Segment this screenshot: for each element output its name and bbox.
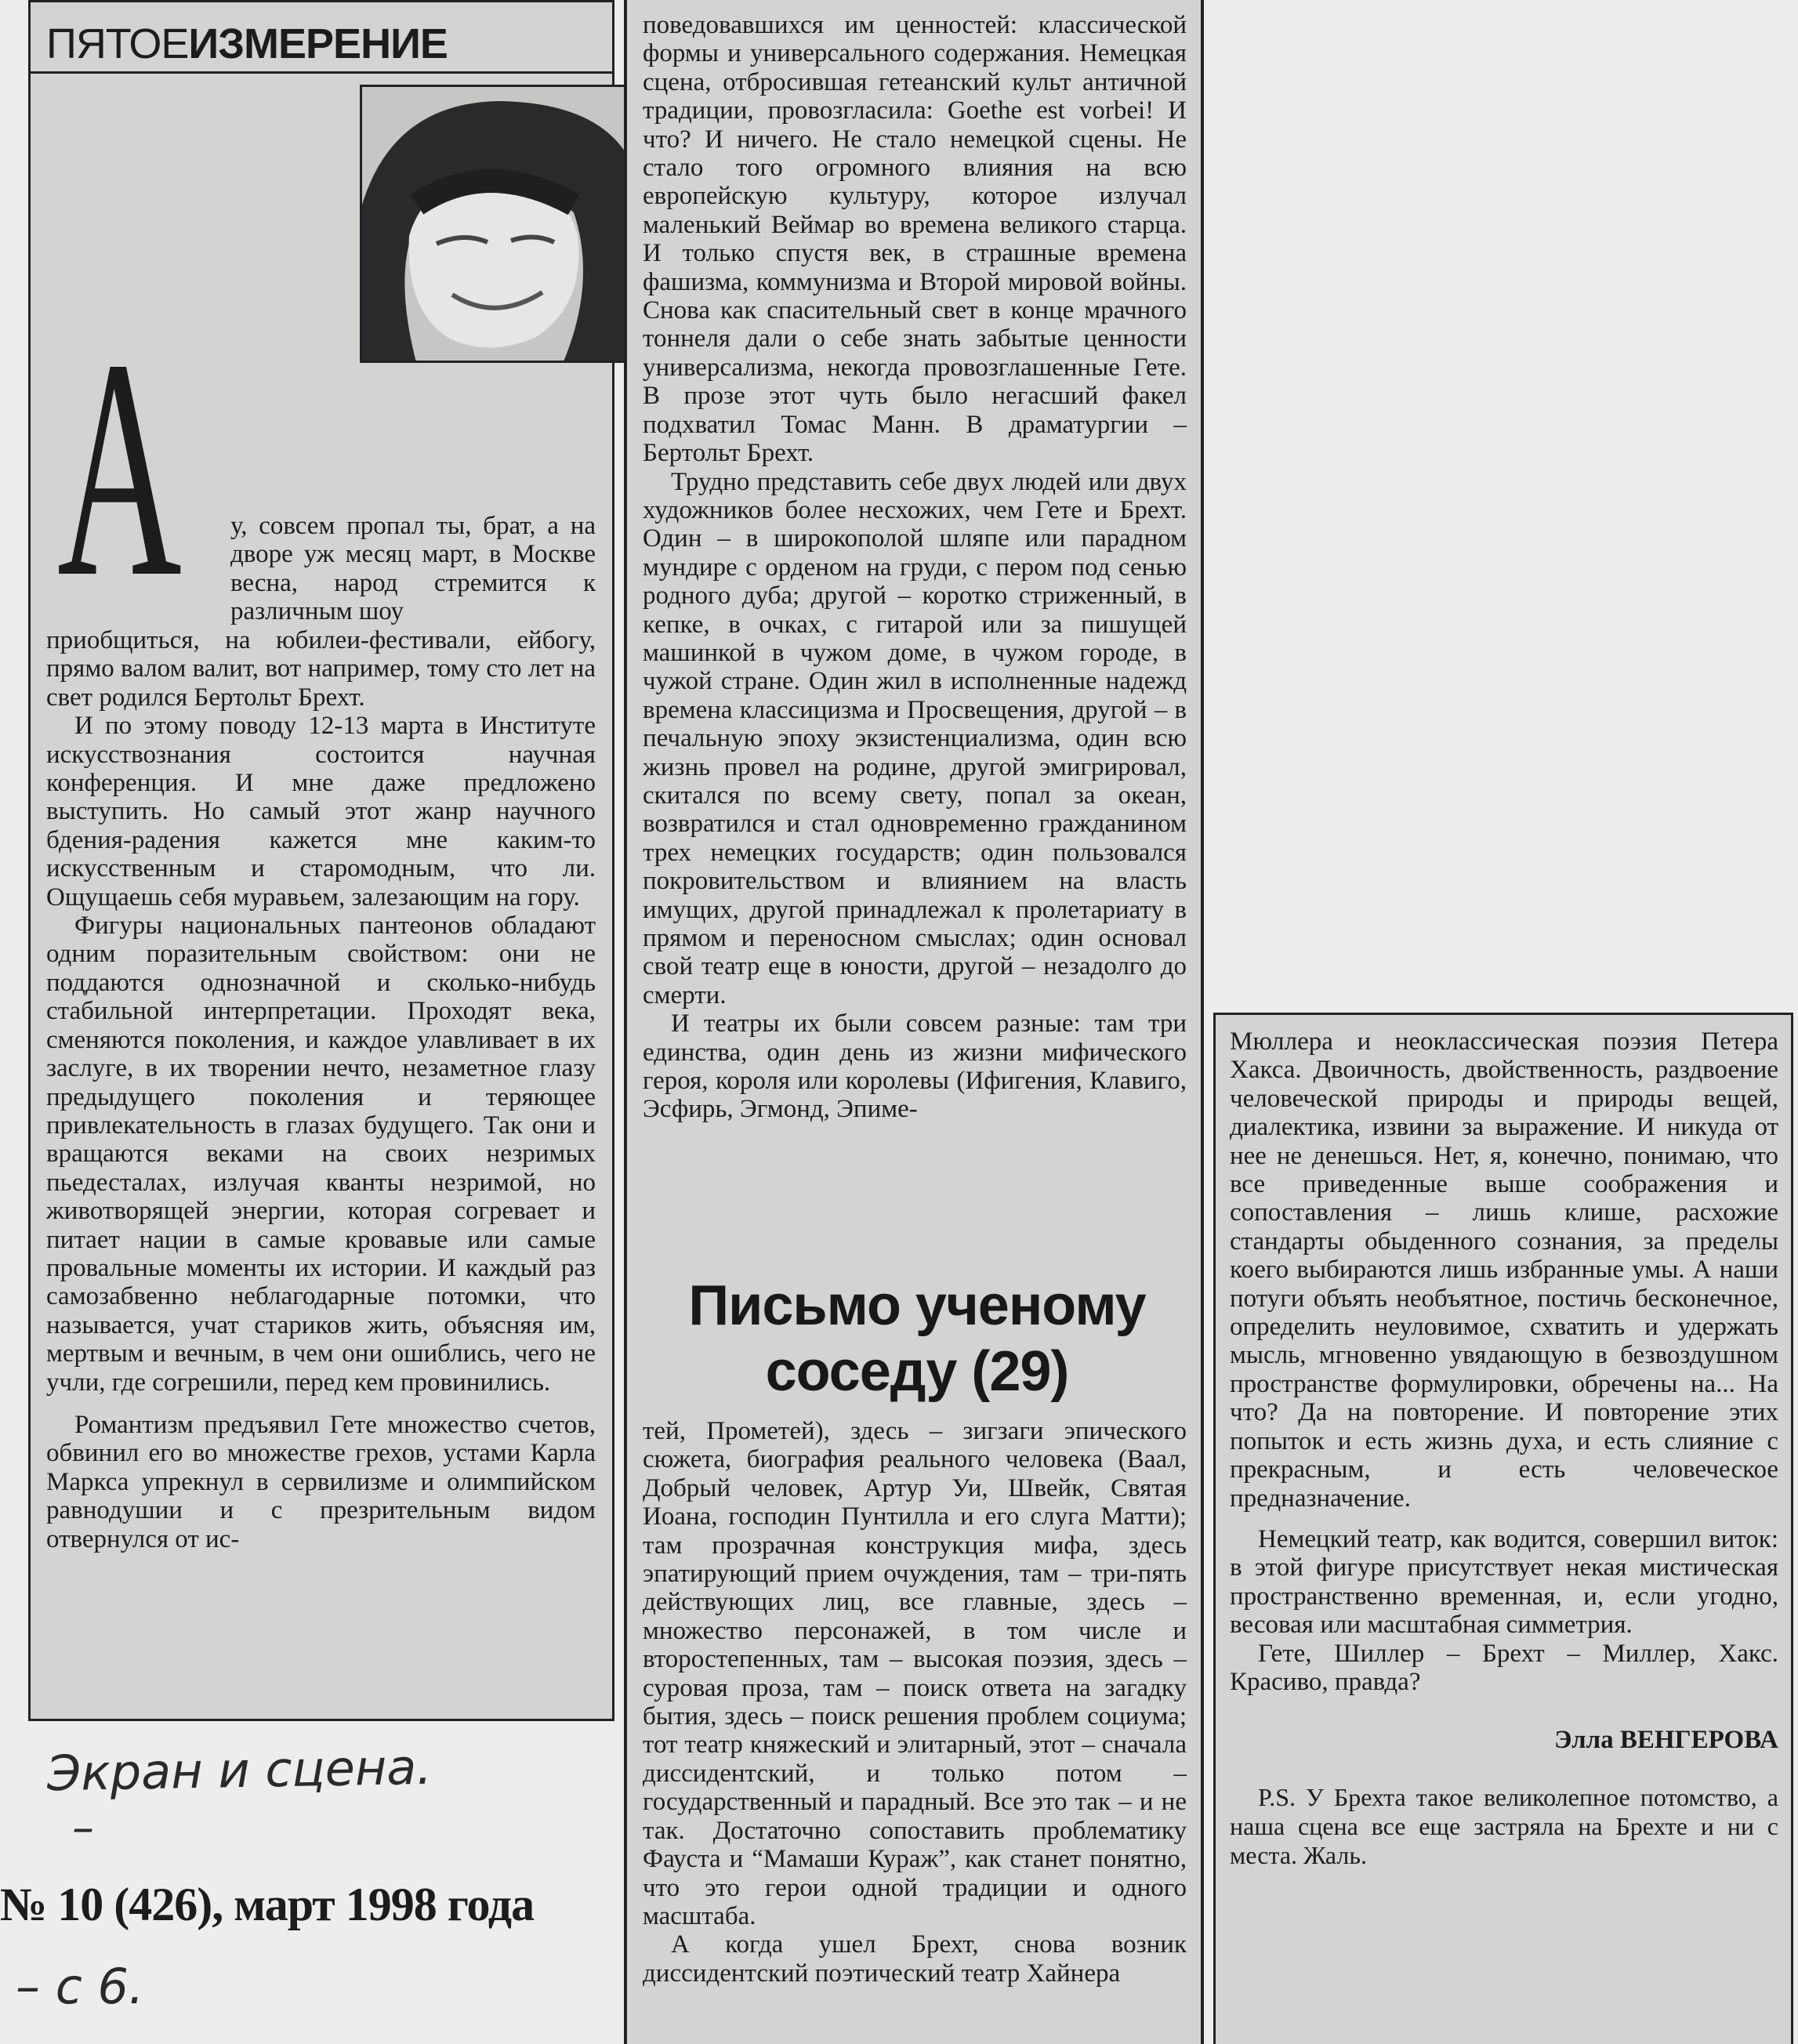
column-2-text-bottom — [643, 1417, 1187, 1988]
handwritten-source-note: Экран и сцена. — [46, 1738, 433, 1803]
lead-paragraph-part-2: приобщиться, на юбилеи-фестивали, ейбогу, прямо валом валит, вот например, тому сто лет на свет родился Бертольт Брехт. — [46, 626, 596, 712]
rubric-rule — [31, 71, 612, 74]
rubric-word-1: ПЯТОЕ — [46, 20, 189, 67]
paragraph: И по этому поводу 12-13 марта в Институте искусствознания состоится научная конференция. И мне даже предложено выступить. Но самый этот жанр научного бдения-радения кажется мне каким-то искусственным и старомодным, что ли. Ощущаешь себя муравьем, залезающим на гору. — [46, 712, 596, 911]
paragraph: Немецкий театр, как водится, совершил виток: в этой фигуре присутствует некая мистическая пространственно временная, и, если угодно, весовая или масштабная симметрия. — [1230, 1524, 1778, 1640]
article-column-2 — [624, 0, 1204, 2044]
rubric-title — [46, 20, 448, 68]
article-column-3 — [1213, 1013, 1793, 2044]
column-2-text-top — [643, 11, 1187, 1124]
paragraph: Гете, Шиллер – Брехт – Миллер, Хакс. Красиво, правда? — [1230, 1639, 1778, 1696]
column-3-text — [1230, 1027, 1778, 1870]
author-photo — [360, 85, 626, 363]
paragraph: А когда ушел Брехт, снова возник диссидентский поэтический театр Хайнера — [643, 1930, 1187, 1988]
handwritten-page-note: – с 6. — [16, 1958, 144, 2015]
paragraph: Романтизм предъявил Гете множество счетов, обвинил его во множестве грехов, устами Карла Маркса упрекнул в сервилизме и олимпийском равнодушии и с презрительным видом отвернулся от ис- — [46, 1410, 596, 1553]
paragraph: И театры их были совсем разные: там три единства, один день из жизни мифического героя, короля или королевы (Ифигения, Клавиго, Эсфирь, Эгмонд, Эпиме- — [643, 1009, 1187, 1124]
author-portrait-image — [362, 87, 626, 363]
drop-cap: А — [57, 295, 182, 642]
issue-number: № 10 (426), март 1998 года — [0, 1879, 535, 1930]
handwritten-dash: – — [72, 1803, 94, 1854]
rubric-word-2: ИЗМЕРЕНИЕ — [188, 20, 448, 67]
column-1-lead — [230, 512, 596, 626]
article-column-1 — [28, 0, 614, 1721]
author-signature: Элла ВЕНГЕРОВА — [1554, 1726, 1778, 1755]
paragraph: поведовавшихся им ценностей: классической формы и универсального содержания. Немецкая сцена, отбросившая гетеанский культ античной традиции, провозгласила: Goethe est vorbei! И что? И ничего. Не стало немецкой сцены. Не стало того огромного влияния на всю европейскую культуру, которое излучал маленький Веймар во времена великого старца. И только спустя век, в страшные времена фашизма, коммунизма и Второй мировой войны. Снова как спасительный свет в конце мрачного тоннеля дали о себе знать забытые ценности универсализма, некогда провозглашенные Гете. В прозе этот чуть было негасший факел подхватил Томас Манн. В драматургии – Бертольт Брехт. — [643, 11, 1187, 468]
article-headline: Письмо ученому соседу (29) — [688, 1274, 1146, 1403]
paragraph: Мюллера и неоклассическая поэзия Петера Хакса. Двоичность, двойственность, раздвоение человеческой природы и природы вещей, диалектика, извини за выражение. И никуда от нее не денешься. Нет, я, конечно, понимаю, что все приведенные выше соображения и сопоставления – лишь клише, расхожие стандарты обыденного сознания, за пределы коего выбираются лишь избранные умы. А наши потуги объять необъятное, постичь бесконечное, определить неуловимое, схватить и удержать мысль, мгновенно увядающую в безвоздушном пространстве формулировки, обречены на... На что? Да на повторение. И повторение этих попыток и есть жизнь духа, и есть слияние с прекрасным, и есть человеческое предназначение. — [1230, 1027, 1778, 1513]
lead-paragraph-part-1: у, совсем пропал ты, брат, а на дворе уж месяц март, в Москве весна, народ стремится к различным шоу — [230, 512, 596, 626]
paragraph: Трудно представить себе двух людей или двух художников более несхожих, чем Гете и Брехт. Один – в широкополой шляпе или парадном мундире с орденом на груди, с пером под сенью родного дуба; другой – коротко стриженный, в кепке, в очках, с гитарой или за пишущей машинкой в чужом доме, в чужом городе, в чужой стране. Один жил в исполненные надежд времена классицизма и Просвещения, другой – в печальную эпоху экзистенциализма, один всю жизнь провел на родине, другой эмигрировал, скитался по всему свету, попал за океан, возвратился и стал одновременно гражданином трех немецких государств; один пользовался покровительством и влиянием на власть имущих, другой принадлежал к пролетариату в прямом и переносном смыслах; один основал свой театр еще в юности, другой – незадолго до смерти. — [643, 467, 1187, 1009]
paragraph: тей, Прометей), здесь – зигзаги эпического сюжета, биография реального человека (Ваал, Добрый человек, Артур Уи, Швейк, Святая Иоана, господин Пунтилла и его слуга Матти); там прозрачная конструкция мифа, здесь эпатирующий прием очуждения, там – три-пять действующих лиц, все главные, здесь – множество персонажей, в том числе и второстепенных, там – высокая поэзия, здесь – суровая проза, там – поиск ответа на загадку бытия, здесь – поиск решения проблем социума; тот театр княжеский и элитарный, этот – сначала диссидентский, и только потом – государственный и парадный. Все это так – и не так. Достаточно сопоставить проблематику Фауста и “Мамаши Кураж”, как станет понятно, что это герои одной традиции и одного масштаба. — [643, 1417, 1187, 1930]
column-1-text — [46, 626, 596, 1553]
postscript: P.S. У Брехта такое великолепное потомство, а наша сцена все еще застряла на Брехте и ни с места. Жаль. — [1230, 1782, 1778, 1869]
paragraph: Фигуры национальных пантеонов обладают одним поразительным свойством: они не поддаются однозначной и сколько-нибудь стабильной интерпретации. Проходят века, сменяются поколения, и каждое улавливает в их заслуге, в их творении нечто, незаметное глазу предыдущего поколения и теряющее привлекательность в глазах будущего. Так они и вращаются веками на своих незримых пьедесталах, излучая кванты незримой, но животворящей энергии, которая согревает и питает нации в самые кровавые или самые провальные моменты их истории. И каждый раз самозабвенно неблагодарные потомки, что называется, учат стариков жить, объясняя им, мертвым и вечным, в чем они ошиблись, чего не учли, где согрешили, перед кем провинились. — [46, 911, 596, 1397]
